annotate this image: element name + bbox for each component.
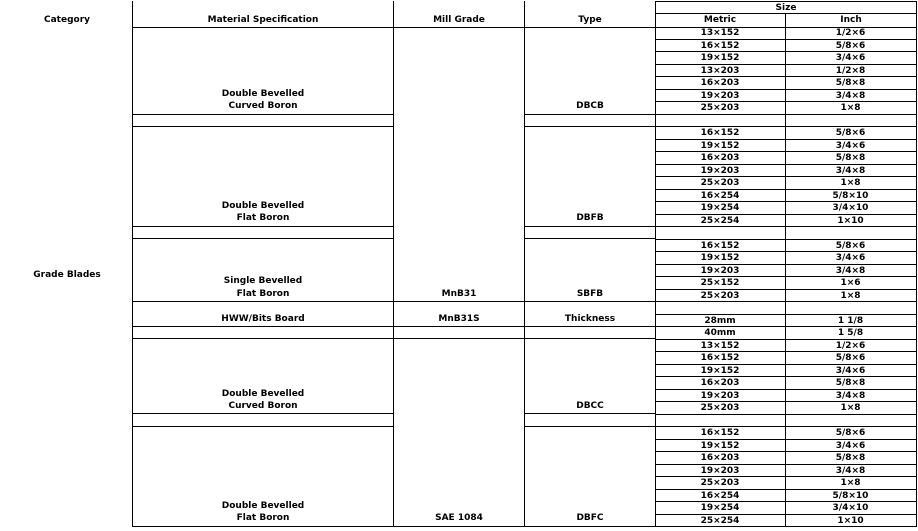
size-inch-cell: 1×8 (840, 178, 861, 188)
grid-hline (655, 39, 917, 40)
size-inch-cell: 1/2×6 (835, 340, 866, 351)
grid-hline (655, 301, 917, 302)
grid-hline (524, 238, 656, 239)
size-metric-cell: 16×152 (700, 240, 740, 251)
grid-hline (132, 426, 394, 427)
size-metric-cell: 25×254 (700, 215, 740, 226)
grid-hline (655, 1, 917, 2)
grid-hline (655, 464, 917, 465)
size-metric-cell: 16×152 (700, 40, 740, 51)
size-metric-cell: 25×203 (700, 290, 740, 301)
size-metric-cell: 16×203 (700, 78, 740, 88)
size-metric-cell: 16×152 (700, 428, 740, 438)
grid-hline (655, 276, 917, 277)
grid-hline (524, 114, 656, 115)
grid-hline (655, 239, 917, 240)
size-metric-cell: 16×203 (700, 453, 740, 463)
material-line: Double Bevelled (221, 389, 305, 399)
grid-hline (132, 526, 917, 527)
grid-hline (655, 101, 917, 102)
size-metric-cell: 25×254 (700, 515, 740, 526)
material-line: Single Bevelled (223, 276, 303, 286)
header-inch: Inch (840, 15, 862, 25)
size-metric-cell: 13×152 (700, 340, 740, 351)
size-metric-cell: 25×203 (700, 103, 740, 113)
grid-hline (655, 489, 917, 490)
size-metric-cell: 16×203 (700, 378, 740, 388)
grid-hline (655, 501, 917, 502)
grid-hline (655, 376, 917, 377)
size-metric-cell: 19×152 (700, 53, 740, 63)
size-inch-cell: 3/4×6 (835, 140, 866, 151)
size-metric-cell: 13×203 (700, 65, 740, 76)
size-metric-cell: 25×203 (700, 478, 740, 488)
grid-hline (655, 189, 917, 190)
size-inch-cell: 5/8×6 (835, 428, 866, 438)
grid-hline (132, 301, 656, 302)
grid-hline (655, 514, 917, 515)
type-label: DBCB (576, 101, 604, 111)
size-inch-cell: 1×8 (840, 290, 861, 301)
type-label: DBFC (576, 513, 604, 523)
size-inch-cell: 3/4×8 (835, 465, 866, 476)
grid-hline (655, 176, 917, 177)
size-inch-cell: 1×10 (837, 215, 864, 226)
header-metric: Metric (703, 15, 737, 25)
grid-vline (524, 1, 525, 527)
size-metric-cell: 19×152 (700, 140, 740, 151)
grid-hline (655, 351, 917, 352)
type-label: SBFB (576, 289, 604, 299)
grid-hline (655, 251, 917, 252)
material-line: Double Bevelled (221, 89, 305, 99)
grid-hline (655, 389, 917, 390)
material-line: Double Bevelled (221, 201, 305, 211)
size-metric-cell: 19×152 (700, 253, 740, 263)
size-inch-cell: 5/8×10 (832, 190, 869, 201)
size-inch-cell: 5/8×6 (835, 353, 866, 363)
material-line: Double Bevelled (221, 501, 305, 511)
size-metric-cell: 25×152 (700, 278, 740, 288)
grid-vline (132, 1, 133, 527)
grid-hline (655, 289, 917, 290)
grid-hline (132, 413, 394, 414)
grid-vline (785, 13, 786, 527)
size-inch-cell: 1×6 (840, 278, 861, 288)
size-metric-cell: 13×152 (700, 28, 740, 38)
grid-hline (524, 126, 656, 127)
grid-hline (655, 114, 917, 115)
header-mill-grade: Mill Grade (433, 15, 485, 25)
size-metric-cell: 16×254 (700, 490, 740, 501)
size-metric-cell: 16×152 (700, 353, 740, 363)
grid-hline (132, 326, 656, 327)
grid-hline (132, 114, 394, 115)
grid-hline (132, 126, 394, 127)
grid-hline (132, 338, 656, 339)
grid-hline (524, 426, 656, 427)
size-metric-cell: 25×203 (700, 403, 740, 413)
size-metric-cell: 28mm (704, 315, 736, 326)
size-inch-cell: 5/8×8 (835, 78, 866, 88)
grid-hline (132, 238, 394, 239)
size-inch-cell: 5/8×6 (835, 240, 866, 251)
size-inch-cell: 3/4×6 (835, 53, 866, 63)
grid-hline (655, 64, 917, 65)
grid-hline (655, 314, 917, 315)
mill-grade-mnb31: MnB31 (441, 289, 477, 299)
header-material-specification: Material Specification (207, 15, 319, 25)
grid-hline (655, 89, 917, 90)
grid-hline (655, 151, 917, 152)
mill-grade-mnb31s: MnB31S (438, 314, 480, 324)
size-inch-cell: 1×8 (840, 403, 861, 413)
size-metric-cell: 19×254 (700, 203, 740, 213)
size-inch-cell: 5/8×8 (835, 453, 866, 463)
size-inch-cell: 1×8 (840, 478, 861, 488)
material-line: Flat Boron (236, 213, 290, 223)
size-inch-cell: 5/8×10 (832, 490, 869, 501)
size-metric-cell: 16×152 (700, 128, 740, 138)
material-line: Curved Boron (228, 401, 298, 411)
grid-hline (655, 476, 917, 477)
size-metric-cell: 19×203 (700, 465, 740, 476)
size-inch-cell: 3/4×6 (835, 253, 866, 263)
size-metric-cell: 19×203 (700, 265, 740, 276)
grid-hline (655, 401, 917, 402)
size-inch-cell: 3/4×6 (835, 365, 866, 376)
mill-grade-sae-1084: SAE 1084 (435, 513, 483, 523)
size-metric-cell: 19×203 (700, 165, 740, 176)
grid-hline (655, 339, 917, 340)
grid-hline (655, 164, 917, 165)
header-category: Category (43, 15, 91, 25)
grid-hline (655, 364, 917, 365)
size-inch-cell: 1/2×8 (835, 65, 866, 76)
size-inch-cell: 3/4×8 (835, 90, 866, 101)
size-inch-cell: 3/4×8 (835, 165, 866, 176)
size-inch-cell: 3/4×10 (832, 203, 869, 213)
size-inch-cell: 3/4×6 (835, 440, 866, 451)
size-metric-cell: 19×152 (700, 365, 740, 376)
grid-hline (132, 226, 394, 227)
size-metric-cell: 19×203 (700, 90, 740, 101)
material-line: Flat Boron (236, 513, 290, 523)
material-line: Curved Boron (228, 101, 298, 111)
grid-hline (655, 139, 917, 140)
type-label: DBCC (576, 401, 604, 411)
grid-hline (655, 414, 917, 415)
size-inch-cell: 1 5/8 (837, 328, 864, 338)
size-inch-cell: 3/4×8 (835, 390, 866, 401)
category-grade-blades: Grade Blades (33, 270, 101, 280)
grid-hline (655, 426, 917, 427)
grid-hline (655, 76, 917, 77)
grid-hline (132, 27, 917, 28)
grid-hline (655, 264, 917, 265)
header-size: Size (775, 3, 797, 13)
grid-hline (524, 413, 656, 414)
grid-hline (655, 226, 917, 227)
grid-hline (655, 326, 917, 327)
size-metric-cell: 16×254 (700, 190, 740, 201)
grid-hline (655, 201, 917, 202)
size-metric-cell: 19×254 (700, 503, 740, 513)
material-line: Flat Boron (236, 289, 290, 299)
size-metric-cell: 40mm (704, 328, 736, 338)
grid-hline (655, 439, 917, 440)
grid-hline (524, 226, 656, 227)
size-inch-cell: 5/8×6 (835, 40, 866, 51)
size-metric-cell: 25×203 (700, 178, 740, 188)
grid-hline (655, 126, 917, 127)
header-type: Type (578, 15, 602, 25)
size-inch-cell: 3/4×10 (832, 503, 869, 513)
size-inch-cell: 3/4×8 (835, 265, 866, 276)
size-inch-cell: 5/8×8 (835, 153, 866, 163)
grid-hline (655, 451, 917, 452)
type-label: DBFB (576, 213, 604, 223)
size-inch-cell: 1 1/8 (837, 315, 864, 326)
grid-hline (655, 214, 917, 215)
size-inch-cell: 1/2×6 (835, 28, 866, 38)
grid-hline (655, 51, 917, 52)
size-inch-cell: 5/8×8 (835, 378, 866, 388)
grid-hline (655, 13, 917, 14)
material-line: HWW/Bits Board (221, 314, 305, 324)
size-metric-cell: 19×152 (700, 440, 740, 451)
size-inch-cell: 1×8 (840, 103, 861, 113)
size-metric-cell: 19×203 (700, 390, 740, 401)
grid-vline (393, 1, 394, 527)
type-label: Thickness (564, 314, 616, 324)
size-metric-cell: 16×203 (700, 153, 740, 163)
size-inch-cell: 5/8×6 (835, 128, 866, 138)
size-inch-cell: 1×10 (837, 515, 864, 526)
